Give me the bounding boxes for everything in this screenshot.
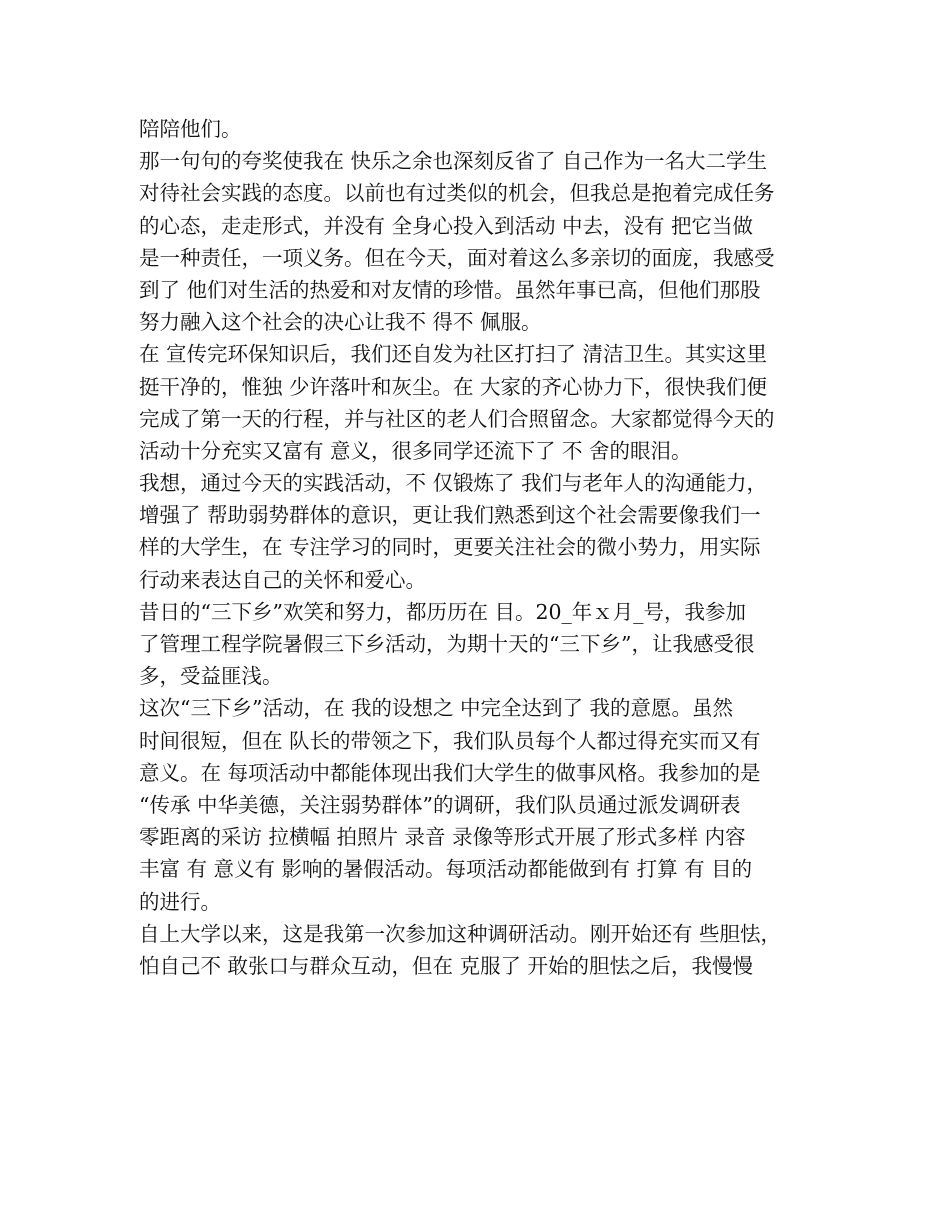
text-line: 在 宣传完环保知识后，我们还自发为社区打扫了 清洁卫生。其实这里 bbox=[139, 342, 768, 367]
text-line: 努力融入这个社会的决心让我不 得不 佩服。 bbox=[139, 310, 542, 335]
text-line: 到了 他们对生活的热爱和对友情的珍惜。虽然年事已高，但他们那股 bbox=[139, 277, 761, 302]
text-line: 自上大学以来，这是我第一次参加这种调研活动。刚开始还有 些胆怯， bbox=[139, 921, 782, 946]
text-line: 的进行。 bbox=[139, 889, 221, 914]
text-line: 增强了 帮助弱势群体的意识，更让我们熟悉到这个社会需要像我们一 bbox=[139, 503, 761, 528]
text-line: 的心态，走走形式，并没有 全身心投入到活动 中去，没有 把它当做 bbox=[139, 213, 754, 238]
text-line: 挺干净的，惟独 少许落叶和灰尘。在 大家的齐心协力下，很快我们便 bbox=[139, 374, 768, 399]
text-line: 丰富 有 意义有 影响的暑假活动。每项活动都能做到有 打算 有 目的 bbox=[139, 857, 753, 882]
text-line: “传承 中华美德，关注弱势群体”的调研，我们队员通过派发调研表 bbox=[139, 792, 741, 817]
text-line: 样的大学生，在 专注学习的同时，更要关注社会的微小势力，用实际 bbox=[139, 535, 761, 560]
text-line: 对待社会实践的态度。以前也有过类似的机会，但我总是抱着完成任务 bbox=[139, 181, 775, 206]
text-line: 零距离的采访 拉横幅 拍照片 录音 录像等形式开展了形式多样 内容 bbox=[139, 825, 746, 850]
body-text bbox=[139, 113, 829, 982]
text-line: 多，受益匪浅。 bbox=[139, 664, 283, 689]
text-line: 是一种责任，一项义务。但在今天，面对着这么多亲切的面庞，我感受 bbox=[139, 245, 775, 270]
text-line: 完成了第一天的行程，并与社区的老人们合照留念。大家都觉得今天的 bbox=[139, 406, 775, 431]
text-line: 意义。在 每项活动中都能体现出我们大学生的做事风格。我参加的是 bbox=[139, 760, 761, 785]
text-line: 我想，通过今天的实践活动，不 仅锻炼了 我们与老年人的沟通能力， bbox=[139, 471, 768, 496]
text-line: 那一句句的夸奖使我在 快乐之余也深刻反省了 自己作为一名大二学生 bbox=[139, 149, 768, 174]
text-line: 陪陪他们。 bbox=[139, 117, 242, 141]
text-line: 活动十分充实又富有 意义，很多同学还流下了 不 舍的眼泪。 bbox=[139, 438, 692, 463]
text-line: 了管理工程学院暑假三下乡活动，为期十天的“三下乡”，让我感受很 bbox=[139, 632, 755, 656]
text-line: 行动来表达自己的关怀和爱心。 bbox=[139, 567, 426, 592]
text-line: 昔日的“三下乡”欢笑和努力，都历历在 目。20_年ｘ月_号，我参加 bbox=[139, 599, 747, 624]
text-line: 时间很短，但在 队长的带领之下，我们队员每个人都过得充实而又有 bbox=[139, 728, 761, 753]
text-line: 怕自己不 敢张口与群众互动，但在 克服了 开始的胆怯之后，我慢慢 bbox=[139, 953, 754, 978]
text-line: 这次“三下乡”活动，在 我的设想之 中完全达到了 我的意愿。虽然 bbox=[139, 696, 734, 721]
